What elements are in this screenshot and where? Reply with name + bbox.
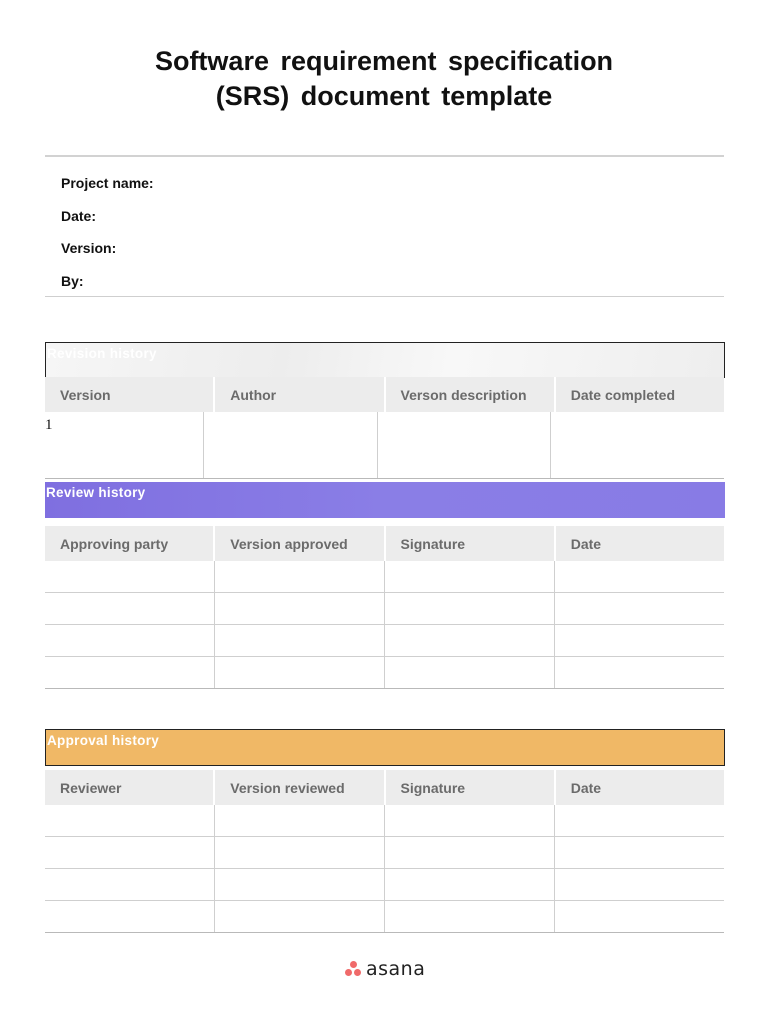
meta-divider [45, 296, 724, 297]
table-row [45, 837, 724, 869]
review-history-table [45, 526, 724, 689]
column-header: Author [213, 377, 383, 412]
column-header: Version [60, 386, 111, 403]
project-name-label: Project name: [61, 175, 154, 191]
table-cell[interactable] [384, 837, 554, 868]
table-cell[interactable] [214, 805, 384, 836]
date-label: Date: [61, 208, 97, 224]
table-cell[interactable] [214, 561, 384, 592]
revision-history-heading: Revision history [45, 342, 725, 378]
table-cell[interactable] [384, 657, 554, 688]
table-row [45, 625, 724, 657]
asana-dots-icon [344, 960, 362, 978]
column-header: Signature [384, 526, 554, 561]
title-line-1: Software requirement specification [154, 46, 614, 76]
column-header: Date [554, 526, 724, 561]
by-label: By: [61, 273, 84, 289]
table-cell[interactable] [554, 901, 724, 932]
top-divider [45, 155, 724, 157]
table-cell[interactable] [214, 837, 384, 868]
table-header-row [45, 377, 724, 412]
table-cell[interactable] [554, 593, 724, 624]
table-cell[interactable] [45, 625, 214, 656]
asana-logo [344, 958, 425, 980]
table-cell[interactable] [554, 561, 724, 592]
table-cell[interactable] [45, 561, 214, 592]
table-cell[interactable] [214, 593, 384, 624]
approval-history-heading: Approval history [45, 729, 725, 766]
table-header-row [45, 526, 724, 561]
table-cell[interactable]: 1 [45, 417, 53, 433]
table-cell[interactable] [45, 657, 214, 688]
table-row [45, 901, 724, 933]
table-row [45, 805, 724, 837]
document-title [0, 44, 768, 114]
table-cell[interactable] [384, 901, 554, 932]
approval-history-table [45, 770, 724, 933]
version-label: Version: [61, 240, 117, 256]
table-cell[interactable] [214, 869, 384, 900]
table-cell[interactable] [45, 593, 214, 624]
review-history-heading: Review history [45, 482, 725, 518]
column-header: Verson description [384, 377, 554, 412]
table-row [45, 869, 724, 901]
table-cell[interactable] [203, 412, 377, 478]
table-cell[interactable] [384, 625, 554, 656]
revision-history-table [45, 377, 724, 479]
table-row [45, 561, 724, 593]
table-cell[interactable] [550, 412, 724, 478]
column-header: Version reviewed [213, 770, 383, 805]
table-cell[interactable] [45, 805, 214, 836]
table-cell[interactable] [384, 593, 554, 624]
logo-text: asana [366, 958, 426, 980]
table-row [45, 657, 724, 689]
table-cell[interactable] [554, 837, 724, 868]
column-header: Approving party [60, 535, 169, 552]
column-header: Reviewer [60, 779, 122, 796]
column-header: Date [554, 770, 724, 805]
table-cell[interactable] [45, 869, 214, 900]
column-header: Version approved [213, 526, 383, 561]
title-line-2: (SRS) document template [215, 81, 553, 111]
column-header: Signature [384, 770, 554, 805]
column-header: Date completed [554, 377, 724, 412]
table-cell[interactable] [214, 901, 384, 932]
table-cell[interactable] [45, 837, 214, 868]
table-cell[interactable] [384, 869, 554, 900]
table-row [45, 412, 724, 479]
table-row [45, 593, 724, 625]
table-cell[interactable] [384, 805, 554, 836]
table-cell[interactable] [554, 805, 724, 836]
table-cell[interactable] [554, 625, 724, 656]
table-cell[interactable] [384, 561, 554, 592]
table-cell[interactable] [214, 625, 384, 656]
table-cell[interactable] [554, 869, 724, 900]
table-cell[interactable] [214, 657, 384, 688]
table-header-row [45, 770, 724, 805]
table-cell[interactable] [377, 412, 551, 478]
table-cell[interactable] [554, 657, 724, 688]
table-cell[interactable] [45, 901, 214, 932]
